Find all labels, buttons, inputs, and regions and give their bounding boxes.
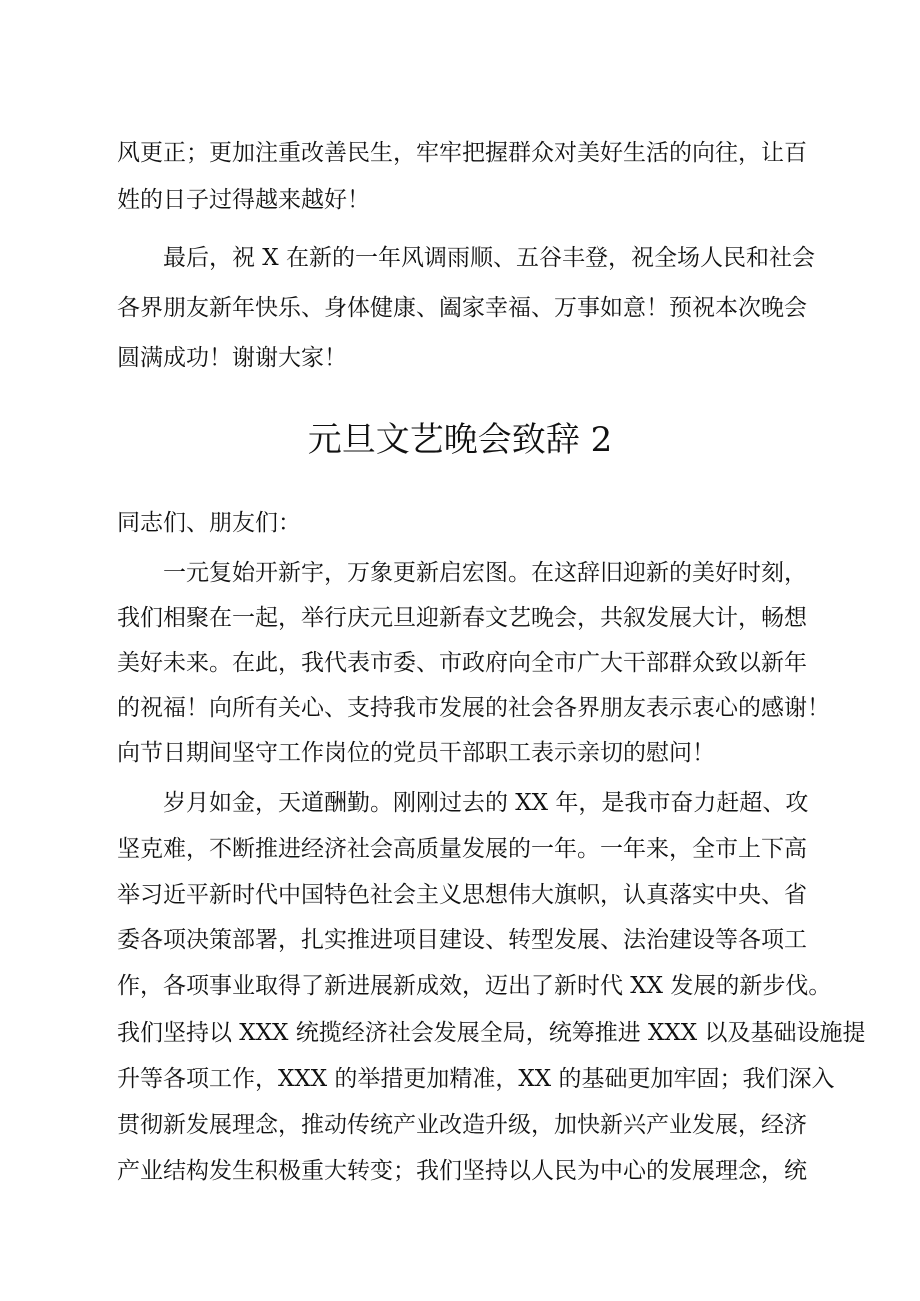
paragraph-line: 升等各项工作，XXX 的举措更加精准，XX 的基础更加牢固；我们深入 (117, 1066, 835, 1092)
paragraph-line: 举习近平新时代中国特色社会主义思想伟大旗帜，认真落实中央、省 (117, 882, 807, 908)
paragraph-line: 岁月如金，天道酬勤。刚刚过去的 XX 年，是我市奋力赶超、攻 (163, 790, 809, 816)
paragraph-line: 委各项决策部署，扎实推进项目建设、转型发展、法治建设等各项工 (117, 927, 807, 953)
paragraph-line: 产业结构发生积极重大转变；我们坚持以人民为中心的发展理念，统 (117, 1158, 807, 1184)
paragraph-line: 各界朋友新年快乐、身体健康、阖家幸福、万事如意！预祝本次晚会 (117, 295, 807, 321)
paragraph-line: 作，各项事业取得了新进展新成效，迈出了新时代 XX 发展的新步伐。 (117, 973, 832, 999)
salutation-line: 同志们、朋友们： (117, 510, 301, 536)
paragraph-line: 的祝福！向所有关心、支持我市发展的社会各界朋友表示衷心的感谢！ (117, 695, 830, 721)
paragraph-line: 向节日期间坚守工作岗位的党员干部职工表示亲切的慰问！ (117, 740, 715, 766)
paragraph-line: 风更正；更加注重改善民生，牢牢把握群众对美好生活的向往，让百 (117, 140, 807, 166)
paragraph-line: 姓的日子过得越来越好！ (117, 187, 370, 213)
paragraph-line: 我们相聚在一起，举行庆元旦迎新春文艺晚会，共叙发展大计，畅想 (117, 605, 807, 631)
paragraph-line: 坚克难，不断推进经济社会高质量发展的一年。一年来，全市上下高 (117, 836, 807, 862)
paragraph-line: 最后，祝 X 在新的一年风调雨顺、五谷丰登，祝全场人民和社会 (163, 245, 815, 271)
paragraph-line: 我们坚持以 XXX 统揽经济社会发展全局，统筹推进 XXX 以及基础设施提 (117, 1020, 866, 1046)
paragraph-line: 美好未来。在此，我代表市委、市政府向全市广大干部群众致以新年 (117, 650, 807, 676)
paragraph-line: 贯彻新发展理念，推动传统产业改造升级，加快新兴产业发展，经济 (117, 1112, 807, 1138)
paragraph-line: 一元复始开新宇，万象更新启宏图。在这辞旧迎新的美好时刻， (163, 560, 807, 586)
section-title: 元旦文艺晚会致辞 2 (307, 420, 613, 460)
paragraph-line: 圆满成功！谢谢大家！ (117, 345, 347, 371)
